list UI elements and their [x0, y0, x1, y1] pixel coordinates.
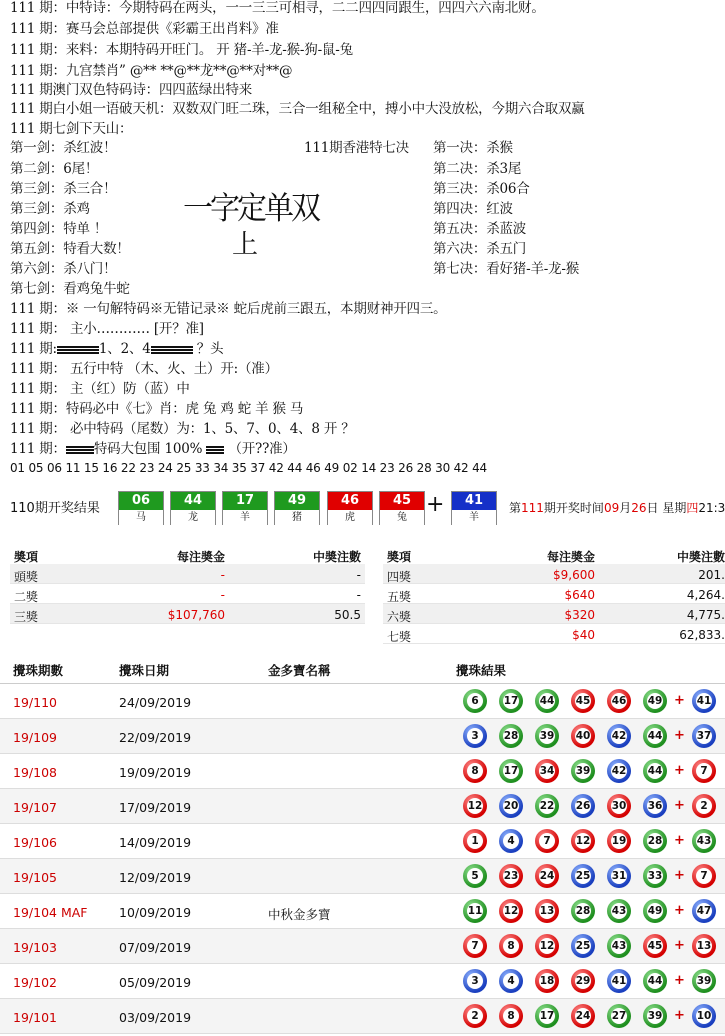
history-period: 19/105 — [13, 870, 57, 885]
result-ball: 24 — [571, 1004, 595, 1028]
result-ball: 8 — [499, 1004, 523, 1028]
forecast-suffix: （开??准） — [228, 441, 296, 457]
forecast-line: 111 期：特码必中《七》肖：虎 兔 鸡 蛇 羊 猴 马 — [10, 401, 304, 417]
result-ball: 8 — [499, 934, 523, 958]
result-ball: 29 — [571, 969, 595, 993]
draw-ball-zodiac: 虎 — [328, 510, 372, 525]
history-period: 19/109 — [13, 730, 57, 745]
plus-sign: + — [674, 833, 685, 848]
special-ball: 37 — [692, 724, 716, 748]
sword-line: 第一剑：杀红波！ — [10, 140, 117, 156]
history-date: 24/09/2019 — [119, 695, 192, 710]
history-row — [0, 964, 725, 999]
history-name: 中秋金多寶 — [268, 907, 331, 922]
history-row — [0, 999, 725, 1034]
forecast-head-numbers: 1、2、4 — [98, 341, 151, 357]
result-ball: 20 — [499, 794, 523, 818]
decision-line: 第四决：红波 — [433, 201, 513, 217]
decision-line: 第三决：杀06合 — [433, 181, 530, 197]
draw-history-table — [0, 654, 725, 1034]
result-ball: 33 — [643, 864, 667, 888]
history-row — [0, 719, 725, 754]
result-ball: 18 — [535, 969, 559, 993]
special-ball: 41 — [692, 689, 716, 713]
forecast-line: 111 期： 必中特码（尾数）为：1、5、7、0、4、8 开 ？ — [10, 421, 355, 437]
draw-ball-number: 44 — [171, 492, 215, 510]
plus-sign: + — [426, 492, 445, 517]
col-result: 攪珠結果 — [456, 663, 507, 678]
draw-ball — [379, 491, 425, 525]
result-ball: 34 — [535, 759, 559, 783]
forecast-line: 111 期： 主小………… [开？准] — [10, 321, 204, 337]
decision-line: 第七决：看好猪-羊-龙-猴 — [433, 261, 580, 277]
history-period: 19/106 — [13, 835, 57, 850]
result-ball: 11 — [463, 899, 487, 923]
draw-ball — [170, 491, 216, 525]
special-ball: 10 — [692, 1004, 716, 1028]
bar-decoration — [206, 446, 224, 454]
forecast-line: 111 期：来料：本期特码开旺门。 开 猪-羊-龙-猴-狗-鼠-兔 — [10, 42, 353, 58]
plus-sign: + — [674, 763, 685, 778]
next-draw-info: 第111期开奖时间09月26日 星期四21:3 — [509, 501, 725, 515]
draw-ball — [274, 491, 320, 525]
history-date: 10/09/2019 — [119, 905, 192, 920]
history-date: 07/09/2019 — [119, 940, 192, 955]
special-ball: 13 — [692, 934, 716, 958]
draw-ball — [222, 491, 268, 525]
history-row — [0, 859, 725, 894]
history-period: 19/108 — [13, 765, 57, 780]
odd-even-answer: 上 — [232, 230, 259, 260]
plus-sign: + — [674, 798, 685, 813]
history-date: 19/09/2019 — [119, 765, 192, 780]
sword-line: 第四剑：特单 ！ — [10, 221, 108, 237]
forecast-prefix: 111 期: — [10, 341, 57, 357]
prize-header: 奬項 每注奬金 中奬注數 — [387, 550, 725, 564]
history-period: 19/110 — [13, 695, 57, 710]
forecast-line — [10, 340, 223, 358]
draw-ball-number: 41 — [452, 492, 496, 510]
forecast-line: 111 期：中特诗：今期特码在两头，一一三三可相寻，二二四四同跟生，四四六六南北财。 — [10, 0, 545, 16]
forecast-text-area — [0, 0, 725, 480]
result-ball: 43 — [607, 934, 631, 958]
result-ball: 39 — [571, 759, 595, 783]
draw-ball-number: 17 — [223, 492, 267, 510]
result-ball: 31 — [607, 864, 631, 888]
plus-sign: + — [674, 693, 685, 708]
result-ball: 25 — [571, 864, 595, 888]
history-row — [0, 929, 725, 964]
special-ball: 39 — [692, 969, 716, 993]
prize-table-right — [383, 544, 725, 644]
history-period: 19/107 — [13, 800, 57, 815]
result-ball: 45 — [643, 934, 667, 958]
result-ball: 45 — [571, 689, 595, 713]
history-date: 17/09/2019 — [119, 800, 192, 815]
bar-decoration — [66, 446, 94, 454]
special-ball: 7 — [692, 759, 716, 783]
result-ball: 28 — [499, 724, 523, 748]
hk-seven-title: 111期香港特七决 — [304, 140, 409, 156]
forecast-suffix: ？头 — [196, 341, 224, 357]
plus-sign: + — [674, 938, 685, 953]
result-ball: 1 — [463, 829, 487, 853]
result-ball: 25 — [571, 934, 595, 958]
history-header — [0, 654, 725, 684]
prize-row: 三獎 $107,760 50.5 — [10, 604, 365, 624]
result-ball: 30 — [607, 794, 631, 818]
result-ball: 7 — [535, 829, 559, 853]
plus-sign: + — [674, 973, 685, 988]
draw-ball-zodiac: 兔 — [380, 510, 424, 525]
draw-ball-number: 45 — [380, 492, 424, 510]
result-ball: 12 — [571, 829, 595, 853]
history-date: 22/09/2019 — [119, 730, 192, 745]
plus-sign: + — [674, 1008, 685, 1023]
result-ball: 12 — [463, 794, 487, 818]
draw-ball-zodiac: 马 — [119, 510, 163, 525]
history-period: 19/104 MAF — [13, 905, 88, 920]
col-date: 攪珠日期 — [119, 663, 170, 678]
result-ball: 49 — [643, 689, 667, 713]
draw-ball-zodiac: 猪 — [275, 510, 319, 525]
history-date: 14/09/2019 — [119, 835, 192, 850]
prize-row: 頭獎 - - — [10, 564, 365, 584]
plus-sign: + — [674, 903, 685, 918]
number-list: 01 05 06 11 15 16 22 23 24 25 33 34 35 37 42 44 46 49 02 14 23 26 28 30 42 44 — [10, 461, 487, 475]
result-ball: 12 — [499, 899, 523, 923]
result-ball: 28 — [643, 829, 667, 853]
sword-line: 第三剑：杀三合！ — [10, 181, 117, 197]
prize-row: 四獎 $9,600 201. — [383, 564, 725, 584]
history-row — [0, 684, 725, 719]
sword-line: 第二剑：6尾！ — [10, 161, 99, 177]
result-ball: 24 — [535, 864, 559, 888]
result-ball: 41 — [607, 969, 631, 993]
forecast-line: 111 期澳门双色特码诗：四四蓝绿出特来 — [10, 82, 253, 98]
prize-row: 二獎 - - — [10, 584, 365, 604]
draw-ball-number: 46 — [328, 492, 372, 510]
col-name: 金多寶名稱 — [268, 663, 331, 678]
latest-draw-bar — [0, 484, 725, 528]
result-ball: 2 — [463, 1004, 487, 1028]
prize-header: 奬項 每注奬金 中奬注數 — [14, 550, 361, 564]
forecast-line — [10, 440, 296, 458]
draw-ball — [327, 491, 373, 525]
history-date: 05/09/2019 — [119, 975, 192, 990]
bar-decoration — [151, 346, 193, 354]
prize-row: 七獎 $40 62,833. — [383, 624, 725, 644]
prize-row: 五獎 $640 4,264. — [383, 584, 725, 604]
draw-ball-zodiac: 羊 — [452, 510, 496, 525]
plus-sign: + — [674, 868, 685, 883]
sword-line: 第三剑：杀鸡 — [10, 201, 90, 217]
forecast-prefix: 111 期： — [10, 441, 66, 457]
draw-ball — [451, 491, 497, 525]
result-ball: 7 — [463, 934, 487, 958]
result-ball: 22 — [535, 794, 559, 818]
forecast-line: 111 期：※ 一句解特码※无错记录※ 蛇后虎前三跟五，本期财神开四三。 — [10, 301, 447, 317]
result-ball: 39 — [643, 1004, 667, 1028]
draw-ball-number: 49 — [275, 492, 319, 510]
history-period: 19/102 — [13, 975, 57, 990]
result-ball: 27 — [607, 1004, 631, 1028]
history-date: 03/09/2019 — [119, 1010, 192, 1025]
result-ball: 17 — [499, 759, 523, 783]
result-ball: 42 — [607, 759, 631, 783]
result-ball: 8 — [463, 759, 487, 783]
sword-line: 第六剑：杀八门！ — [10, 261, 117, 277]
history-date: 12/09/2019 — [119, 870, 192, 885]
history-row — [0, 754, 725, 789]
draw-ball-number: 06 — [119, 492, 163, 510]
history-period: 19/101 — [13, 1010, 57, 1025]
col-period: 攪珠期數 — [13, 663, 64, 678]
draw-ball-zodiac: 羊 — [223, 510, 267, 525]
result-ball: 49 — [643, 899, 667, 923]
draw-ball-zodiac: 龙 — [171, 510, 215, 525]
prize-table-left — [10, 544, 365, 624]
decision-line: 第二决：杀3尾 — [433, 161, 522, 177]
result-ball: 19 — [607, 829, 631, 853]
forecast-line: 111 期：赛马会总部提供《彩霸王出肖料》准 — [10, 21, 279, 37]
forecast-line: 111 期：九宫禁肖” @** **@**龙**@**对**@ — [10, 63, 293, 79]
result-ball: 4 — [499, 829, 523, 853]
draw-label: 110期开奖结果 — [10, 501, 100, 516]
decision-line: 第六决：杀五门 — [433, 241, 527, 257]
plus-sign: + — [674, 728, 685, 743]
forecast-line: 111 期： 五行中特 （木、火、土）开:（准） — [10, 361, 278, 377]
forecast-line: 111 期白小姐一语破天机：双数双门旺二珠，三合一组秘全中，搏小中大没放松，今期六合取双赢 — [10, 101, 585, 117]
sword-line: 第七剑：看鸡兔牛蛇 — [10, 281, 130, 297]
special-ball: 2 — [692, 794, 716, 818]
result-ball: 26 — [571, 794, 595, 818]
result-ball: 17 — [535, 1004, 559, 1028]
result-ball: 36 — [643, 794, 667, 818]
result-ball: 3 — [463, 724, 487, 748]
special-ball: 7 — [692, 864, 716, 888]
decision-line: 第一决：杀猴 — [433, 140, 513, 156]
result-ball: 44 — [643, 969, 667, 993]
prize-row: 六獎 $320 4,775. — [383, 604, 725, 624]
result-ball: 40 — [571, 724, 595, 748]
history-period: 19/103 — [13, 940, 57, 955]
result-ball: 46 — [607, 689, 631, 713]
result-ball: 28 — [571, 899, 595, 923]
result-ball: 12 — [535, 934, 559, 958]
result-ball: 44 — [643, 759, 667, 783]
result-ball: 44 — [643, 724, 667, 748]
result-ball: 23 — [499, 864, 523, 888]
special-ball: 47 — [692, 899, 716, 923]
special-ball: 43 — [692, 829, 716, 853]
forecast-line: 111 期： 主（红）防（蓝）中 — [10, 381, 190, 397]
result-ball: 5 — [463, 864, 487, 888]
result-ball: 42 — [607, 724, 631, 748]
history-row — [0, 894, 725, 929]
bar-decoration — [57, 346, 99, 354]
result-ball: 39 — [535, 724, 559, 748]
odd-even-heading: 一字定单双 — [183, 190, 318, 228]
history-row — [0, 789, 725, 824]
result-ball: 17 — [499, 689, 523, 713]
result-ball: 6 — [463, 689, 487, 713]
forecast-line: 111 期七剑下天山： — [10, 121, 133, 137]
result-ball: 3 — [463, 969, 487, 993]
decision-line: 第五决：杀蓝波 — [433, 221, 527, 237]
result-ball: 4 — [499, 969, 523, 993]
result-ball: 43 — [607, 899, 631, 923]
sword-line: 第五剑：特看大数！ — [10, 241, 130, 257]
result-ball: 13 — [535, 899, 559, 923]
draw-ball — [118, 491, 164, 525]
forecast-range: 特码大包围 100% — [93, 441, 203, 457]
result-ball: 44 — [535, 689, 559, 713]
history-row — [0, 824, 725, 859]
